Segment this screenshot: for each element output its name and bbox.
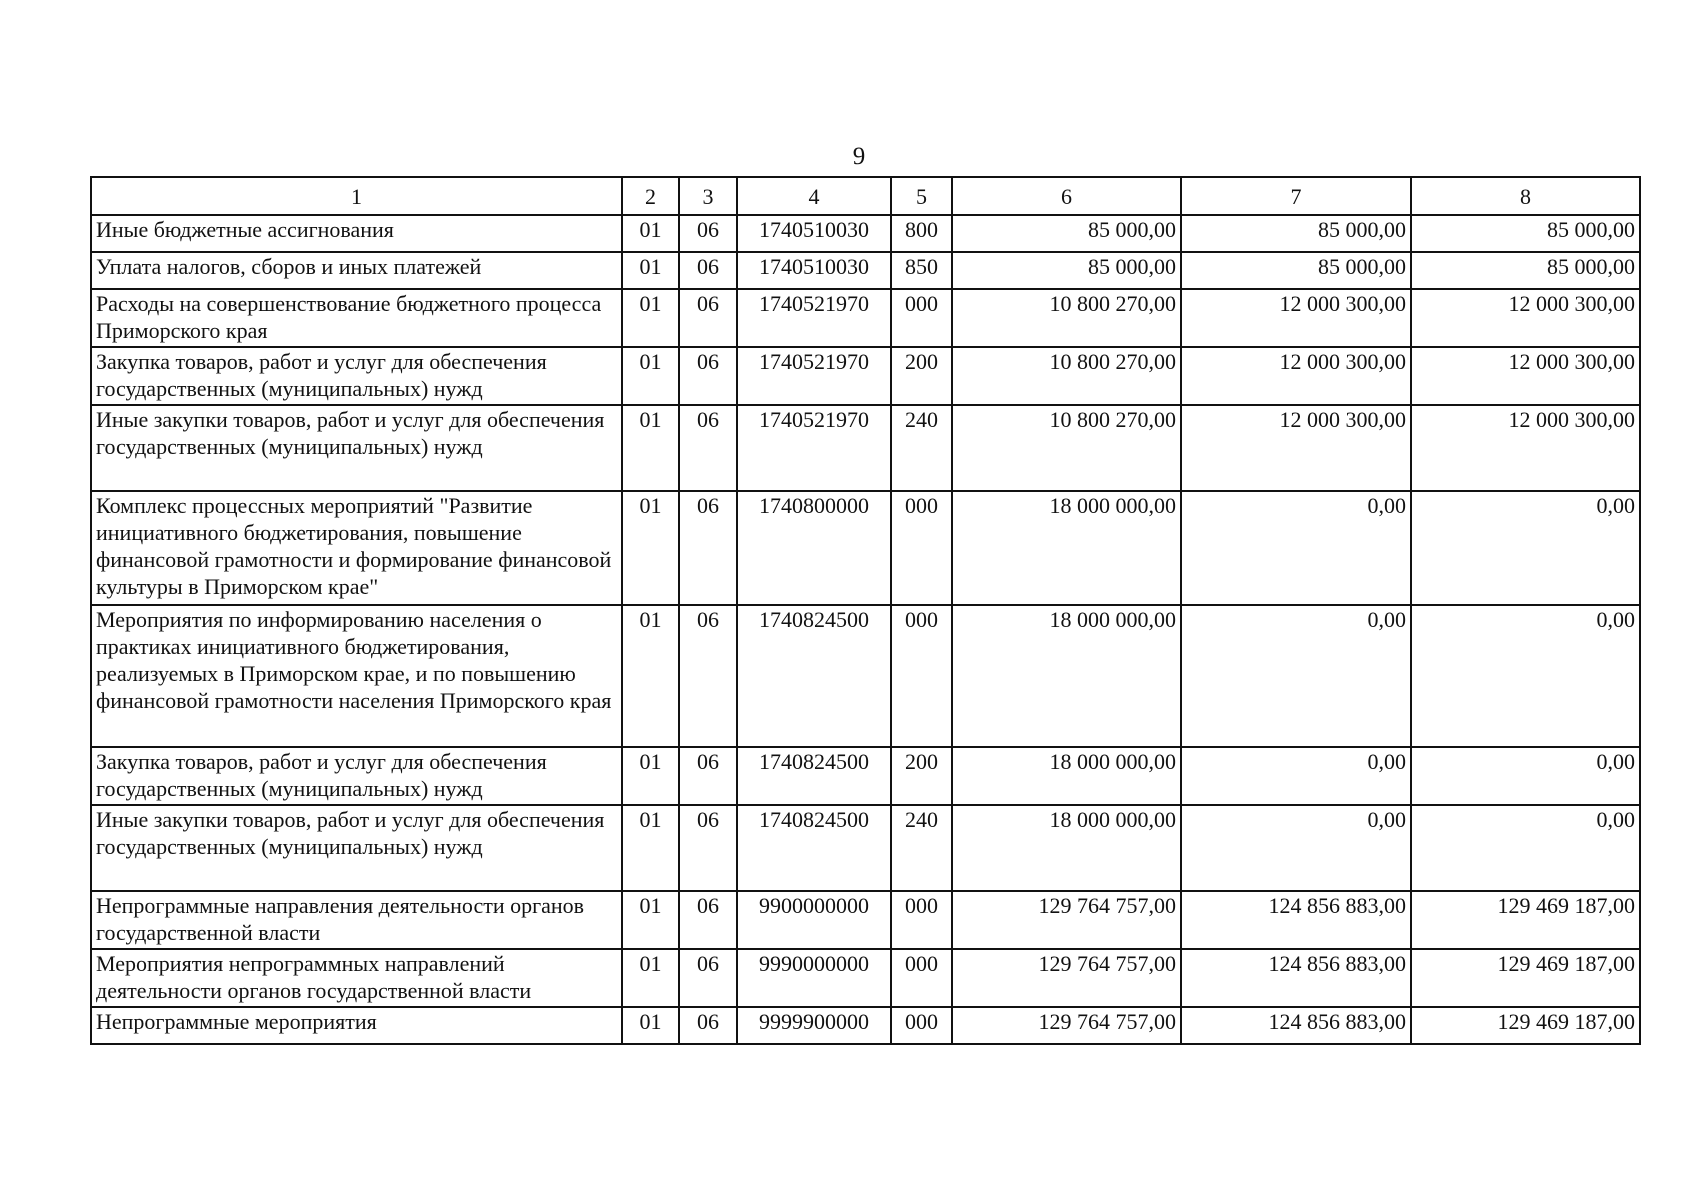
row-name: Уплата налогов, сборов и иных платежей xyxy=(91,252,622,289)
row-name: Мероприятия по информированию населения о практиках инициативного бюджетирования, реализуемых в Приморском крае, и по повышению финансовой грамотности населения Приморского края xyxy=(91,605,622,747)
amount-col-8: 85 000,00 xyxy=(1411,215,1640,252)
table-row xyxy=(91,747,1640,805)
expense-type-code: 000 xyxy=(891,491,952,605)
amount-col-7: 85 000,00 xyxy=(1181,215,1411,252)
table-row xyxy=(91,405,1640,491)
row-name: Расходы на совершенствование бюджетного процесса Приморского края xyxy=(91,289,622,347)
section-code: 01 xyxy=(622,805,679,891)
section-code: 01 xyxy=(622,1007,679,1044)
section-code: 01 xyxy=(622,252,679,289)
amount-col-7: 124 856 883,00 xyxy=(1181,891,1411,949)
header-row xyxy=(91,177,1640,215)
amount-col-8: 129 469 187,00 xyxy=(1411,1007,1640,1044)
amount-col-8: 12 000 300,00 xyxy=(1411,347,1640,405)
table-row xyxy=(91,805,1640,891)
amount-col-8: 85 000,00 xyxy=(1411,252,1640,289)
expense-type-code: 000 xyxy=(891,1007,952,1044)
expense-type-code: 240 xyxy=(891,805,952,891)
amount-col-8: 129 469 187,00 xyxy=(1411,891,1640,949)
row-name: Непрограммные направления деятельности органов государственной власти xyxy=(91,891,622,949)
table-body xyxy=(91,215,1640,1044)
table-header xyxy=(91,177,1640,215)
target-article-code: 1740824500 xyxy=(737,805,891,891)
subsection-code: 06 xyxy=(679,347,737,405)
amount-col-7: 0,00 xyxy=(1181,605,1411,747)
subsection-code: 06 xyxy=(679,215,737,252)
amount-col-6: 129 764 757,00 xyxy=(952,1007,1181,1044)
row-name: Комплекс процессных мероприятий "Развитие инициативного бюджетирования, повышение финансовой грамотности и формирование финансовой культуры в Приморском крае" xyxy=(91,491,622,605)
expense-type-code: 200 xyxy=(891,747,952,805)
subsection-code: 06 xyxy=(679,405,737,491)
row-name: Иные бюджетные ассигнования xyxy=(91,215,622,252)
table-row xyxy=(91,252,1640,289)
amount-col-6: 18 000 000,00 xyxy=(952,491,1181,605)
column-header-8: 8 xyxy=(1411,177,1640,215)
expense-type-code: 800 xyxy=(891,215,952,252)
column-header-7: 7 xyxy=(1181,177,1411,215)
amount-col-8: 0,00 xyxy=(1411,747,1640,805)
amount-col-6: 129 764 757,00 xyxy=(952,949,1181,1007)
amount-col-6: 129 764 757,00 xyxy=(952,891,1181,949)
section-code: 01 xyxy=(622,215,679,252)
row-name: Мероприятия непрограммных направлений деятельности органов государственной власти xyxy=(91,949,622,1007)
table-row xyxy=(91,491,1640,605)
amount-col-6: 85 000,00 xyxy=(952,215,1181,252)
subsection-code: 06 xyxy=(679,747,737,805)
amount-col-7: 0,00 xyxy=(1181,805,1411,891)
table-row xyxy=(91,949,1640,1007)
column-header-1: 1 xyxy=(91,177,622,215)
target-article-code: 9900000000 xyxy=(737,891,891,949)
subsection-code: 06 xyxy=(679,949,737,1007)
target-article-code: 9999900000 xyxy=(737,1007,891,1044)
section-code: 01 xyxy=(622,289,679,347)
amount-col-7: 85 000,00 xyxy=(1181,252,1411,289)
expense-type-code: 000 xyxy=(891,289,952,347)
row-name: Иные закупки товаров, работ и услуг для обеспечения государственных (муниципальных) нужд xyxy=(91,405,622,491)
amount-col-8: 12 000 300,00 xyxy=(1411,405,1640,491)
target-article-code: 1740510030 xyxy=(737,252,891,289)
amount-col-7: 0,00 xyxy=(1181,491,1411,605)
amount-col-8: 0,00 xyxy=(1411,805,1640,891)
amount-col-8: 0,00 xyxy=(1411,605,1640,747)
target-article-code: 9990000000 xyxy=(737,949,891,1007)
amount-col-7: 124 856 883,00 xyxy=(1181,949,1411,1007)
target-article-code: 1740521970 xyxy=(737,347,891,405)
amount-col-6: 18 000 000,00 xyxy=(952,605,1181,747)
target-article-code: 1740510030 xyxy=(737,215,891,252)
budget-table xyxy=(90,176,1641,1045)
subsection-code: 06 xyxy=(679,805,737,891)
amount-col-6: 85 000,00 xyxy=(952,252,1181,289)
target-article-code: 1740800000 xyxy=(737,491,891,605)
amount-col-7: 12 000 300,00 xyxy=(1181,347,1411,405)
amount-col-7: 0,00 xyxy=(1181,747,1411,805)
table-row xyxy=(91,289,1640,347)
amount-col-7: 124 856 883,00 xyxy=(1181,1007,1411,1044)
expense-type-code: 000 xyxy=(891,949,952,1007)
column-header-4: 4 xyxy=(737,177,891,215)
table-row xyxy=(91,347,1640,405)
subsection-code: 06 xyxy=(679,252,737,289)
expense-type-code: 000 xyxy=(891,891,952,949)
table-row xyxy=(91,215,1640,252)
amount-col-8: 129 469 187,00 xyxy=(1411,949,1640,1007)
amount-col-6: 10 800 270,00 xyxy=(952,289,1181,347)
amount-col-6: 18 000 000,00 xyxy=(952,805,1181,891)
amount-col-8: 12 000 300,00 xyxy=(1411,289,1640,347)
table-row xyxy=(91,891,1640,949)
section-code: 01 xyxy=(622,405,679,491)
subsection-code: 06 xyxy=(679,1007,737,1044)
row-name: Непрограммные мероприятия xyxy=(91,1007,622,1044)
table-row xyxy=(91,1007,1640,1044)
expense-type-code: 000 xyxy=(891,605,952,747)
amount-col-7: 12 000 300,00 xyxy=(1181,289,1411,347)
section-code: 01 xyxy=(622,491,679,605)
section-code: 01 xyxy=(622,891,679,949)
amount-col-6: 10 800 270,00 xyxy=(952,347,1181,405)
expense-type-code: 200 xyxy=(891,347,952,405)
target-article-code: 1740824500 xyxy=(737,747,891,805)
section-code: 01 xyxy=(622,949,679,1007)
column-header-3: 3 xyxy=(679,177,737,215)
column-header-5: 5 xyxy=(891,177,952,215)
target-article-code: 1740824500 xyxy=(737,605,891,747)
section-code: 01 xyxy=(622,347,679,405)
column-header-6: 6 xyxy=(952,177,1181,215)
subsection-code: 06 xyxy=(679,605,737,747)
amount-col-6: 10 800 270,00 xyxy=(952,405,1181,491)
amount-col-6: 18 000 000,00 xyxy=(952,747,1181,805)
target-article-code: 1740521970 xyxy=(737,289,891,347)
expense-type-code: 240 xyxy=(891,405,952,491)
amount-col-7: 12 000 300,00 xyxy=(1181,405,1411,491)
amount-col-8: 0,00 xyxy=(1411,491,1640,605)
row-name: Иные закупки товаров, работ и услуг для обеспечения государственных (муниципальных) нужд xyxy=(91,805,622,891)
subsection-code: 06 xyxy=(679,289,737,347)
subsection-code: 06 xyxy=(679,491,737,605)
section-code: 01 xyxy=(622,605,679,747)
column-header-2: 2 xyxy=(622,177,679,215)
page-number: 9 xyxy=(852,143,866,170)
expense-type-code: 850 xyxy=(891,252,952,289)
table-row xyxy=(91,605,1640,747)
row-name: Закупка товаров, работ и услуг для обеспечения государственных (муниципальных) нужд xyxy=(91,747,622,805)
target-article-code: 1740521970 xyxy=(737,405,891,491)
subsection-code: 06 xyxy=(679,891,737,949)
section-code: 01 xyxy=(622,747,679,805)
row-name: Закупка товаров, работ и услуг для обеспечения государственных (муниципальных) нужд xyxy=(91,347,622,405)
